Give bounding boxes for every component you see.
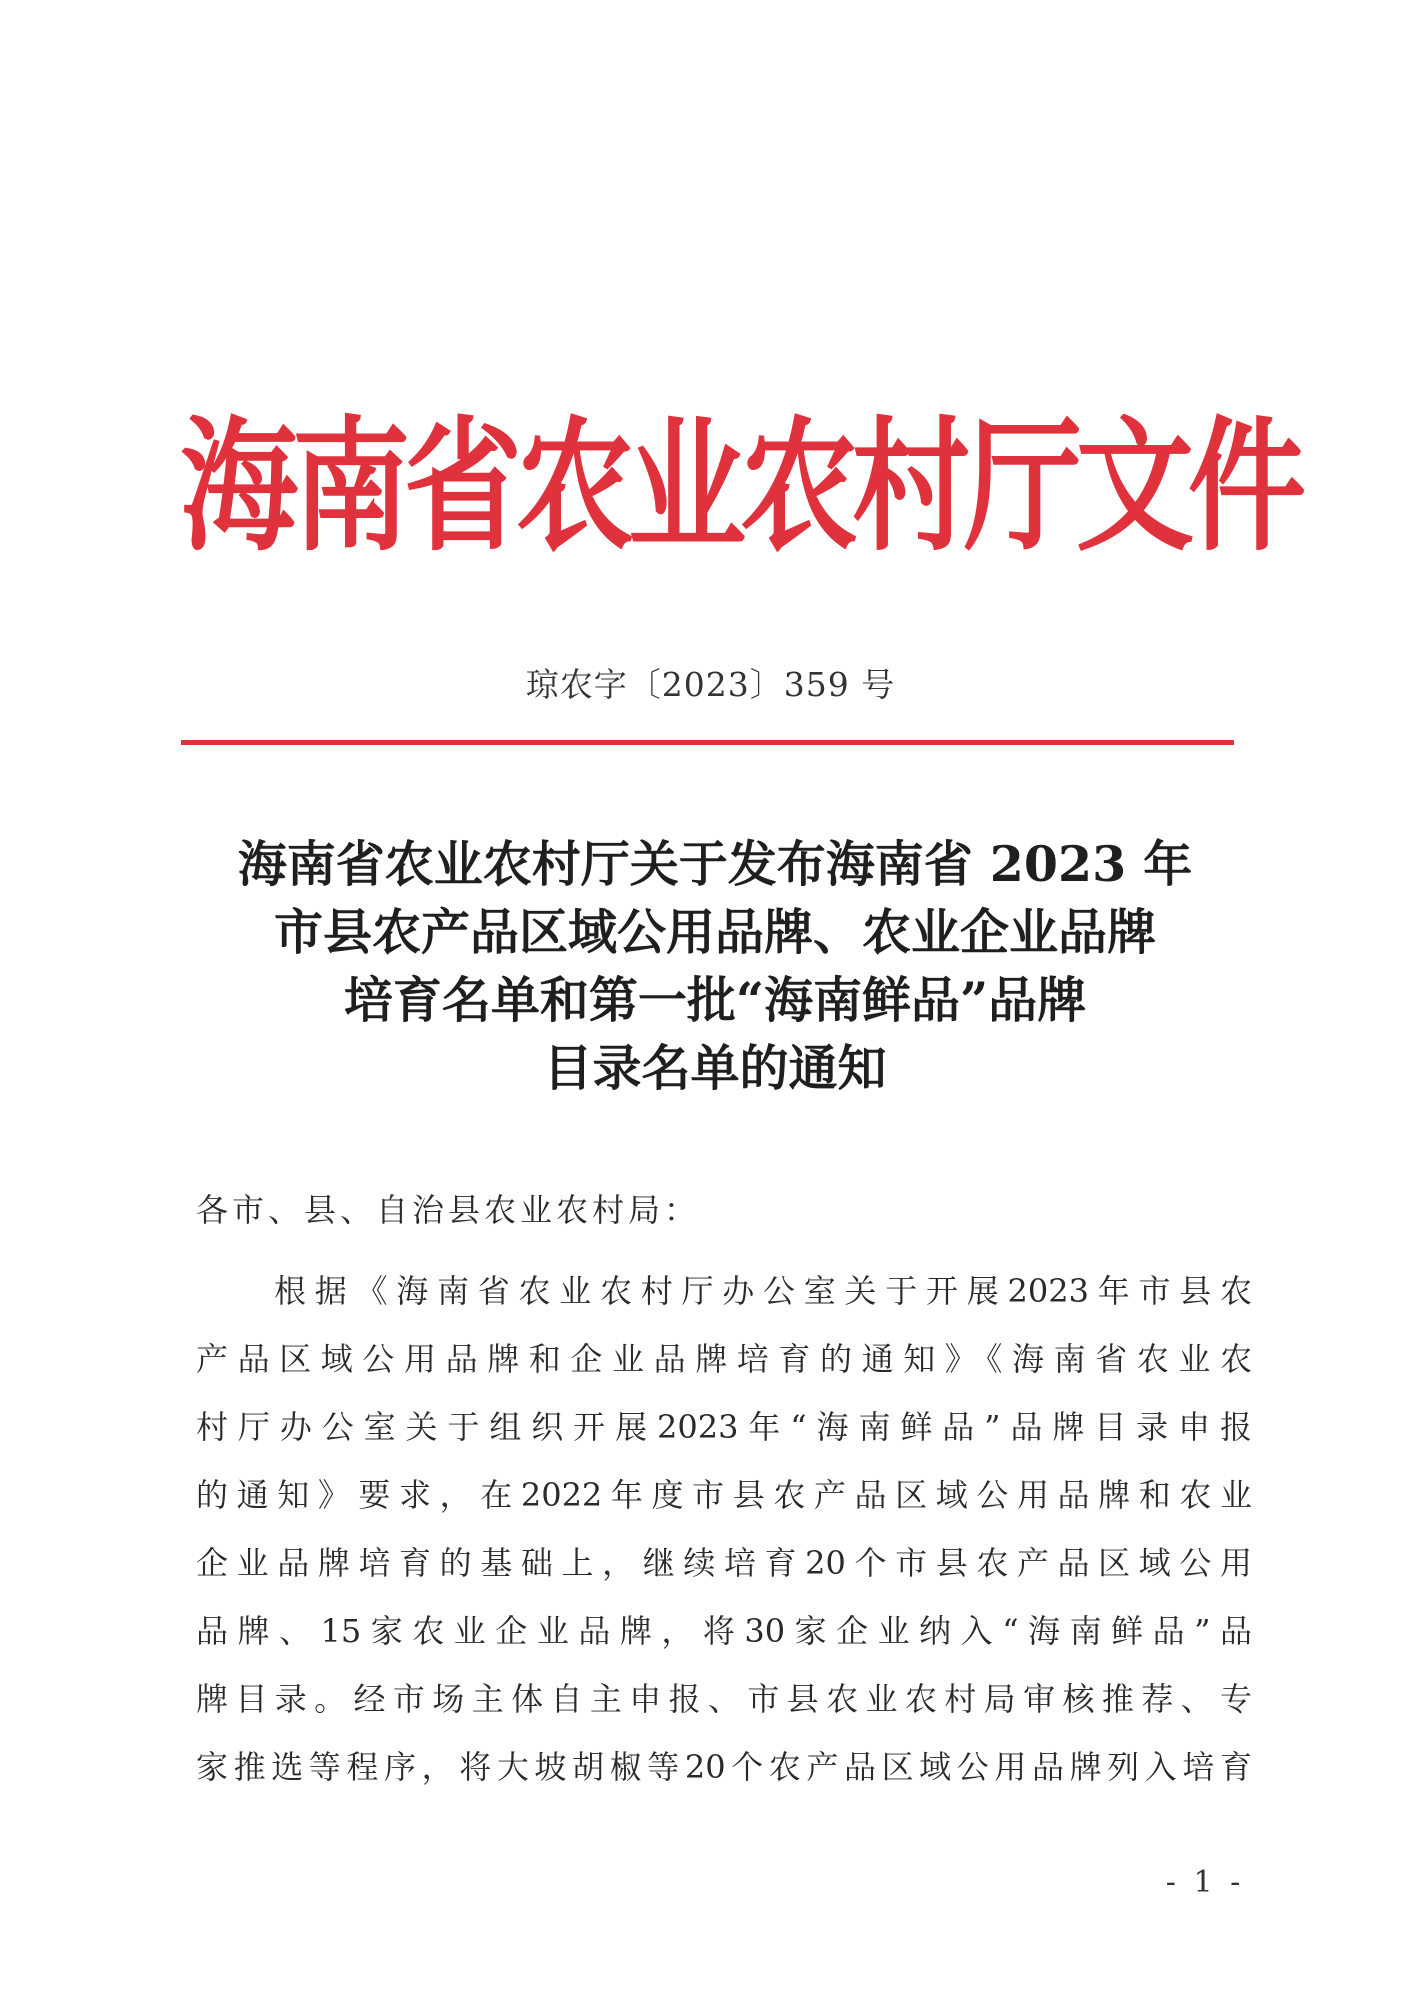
body-line: 根据《海南省农业农村厅办公室关于开展2023年市县农 (274, 1272, 1252, 1310)
document-number: 琼农字〔2023〕359 号 (525, 665, 896, 704)
body-line: 产品区域公用品牌和企业品牌培育的通知》《海南省农业农 (196, 1340, 1252, 1378)
body-line: 企业品牌培育的基础上，继续培育20个市县农产品区域公用 (196, 1544, 1252, 1582)
page-number: - 1 - (1165, 1865, 1245, 1900)
title-line: 培育名单和第一批“海南鲜品”品牌 (343, 971, 1087, 1029)
body-line: 家推选等程序，将大坡胡椒等20个农产品区域公用品牌列入培育 (196, 1748, 1252, 1786)
salutation: 各市、县、自治县农业农村局： (196, 1191, 701, 1229)
body-line: 的通知》要求，在2022年度市县农产品区域公用品牌和农业 (196, 1476, 1252, 1514)
masthead-title: 海南省农业农村厅文件 (180, 402, 1301, 571)
body-paragraph (196, 1257, 1252, 1801)
title-line: 市县农产品区域公用品牌、农业企业品牌 (273, 903, 1156, 961)
body-line: 品牌、15家农业企业品牌，将30家企业纳入“海南鲜品”品 (196, 1612, 1252, 1650)
body-line: 村厅办公室关于组织开展2023年“海南鲜品”品牌目录申报 (196, 1408, 1252, 1446)
title-line: 海南省农业农村厅关于发布海南省 2023 年 (237, 835, 1193, 893)
red-divider-line (181, 740, 1234, 745)
body-line: 牌目录。经市场主体自主申报、市县农业农村局审核推荐、专 (196, 1680, 1252, 1718)
document-title (160, 830, 1270, 1102)
title-line: 目录名单的通知 (543, 1039, 887, 1097)
